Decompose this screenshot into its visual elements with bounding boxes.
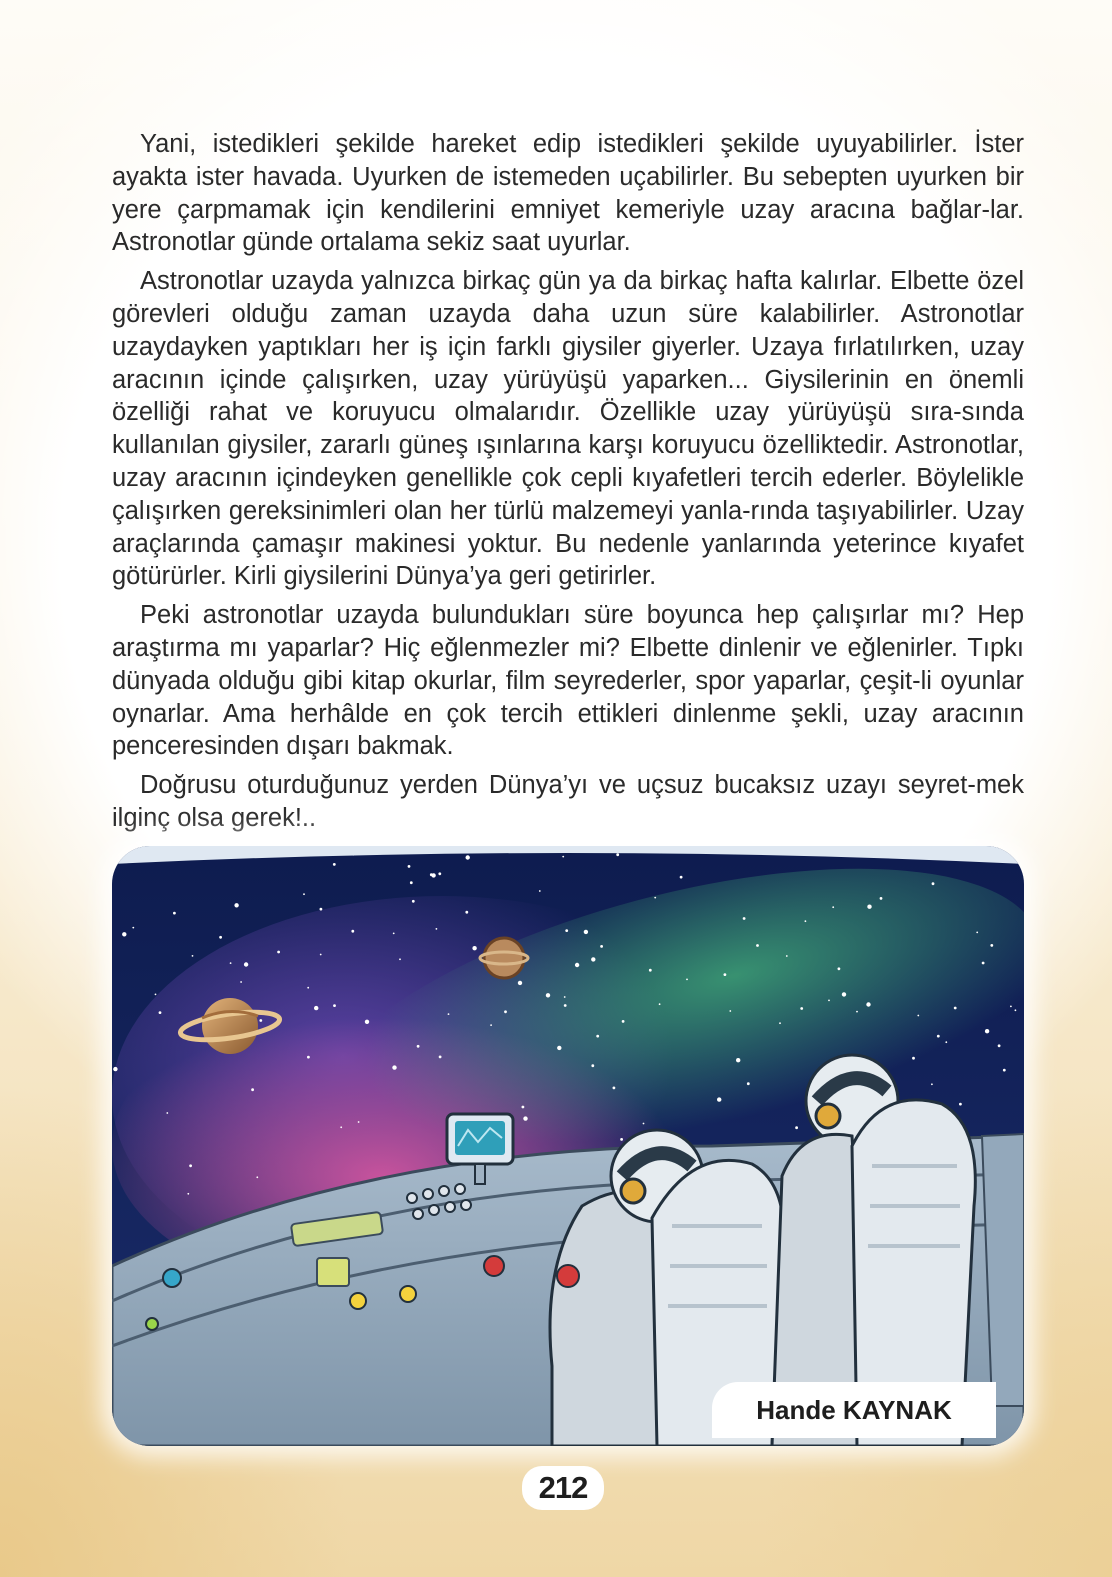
- star: [314, 1006, 318, 1010]
- star: [522, 1106, 525, 1109]
- star: [166, 1112, 168, 1114]
- star: [240, 981, 242, 983]
- star: [565, 929, 568, 932]
- star: [448, 1013, 450, 1015]
- star: [436, 928, 438, 930]
- star: [365, 1020, 369, 1024]
- star: [234, 903, 238, 907]
- star: [173, 912, 176, 915]
- star: [303, 893, 305, 895]
- star: [307, 1056, 310, 1059]
- star: [562, 856, 564, 858]
- star: [122, 932, 126, 936]
- star: [620, 1138, 623, 1141]
- star: [1015, 1009, 1017, 1011]
- paragraph-3: Peki astronotlar uzayda bulundukları süre boyunca hep çalışırlar mı? Hep araştırma mı yaparlar? Hiç eğlenmezler mi? Elbette dinlenir ve eğlenirler. Tıpkı dünyada olduğu gibi kitap okurlar, film seyrederler, spor yaparlar, çeşit-li oyunlar oynarlar. Ama herhâlde en çok tercih ettikleri dinlenme şekli, uzay aracının penceresinden dışarı bakmak.: [112, 601, 1024, 761]
- star: [259, 1019, 262, 1022]
- star: [649, 969, 652, 972]
- star: [880, 897, 883, 900]
- page-number: 212: [522, 1466, 604, 1510]
- paragraph-1: Yani, istedikleri şekilde hareket edip istedikleri şekilde uyuyabilirler. İster ayakta ister havada. Uyurken de istemeden uçabilirler. Bu sebepten uyurken bir yere çarpmamak için kendilerini emniyet kemeriyle uzay aracına bağlar-lar. Astronotlar günde ortalama sekiz saat uyurlar.: [112, 130, 1024, 257]
- star: [680, 876, 683, 879]
- star: [729, 1010, 731, 1012]
- star: [392, 1065, 396, 1069]
- star: [596, 1035, 599, 1038]
- star: [230, 962, 232, 964]
- star: [539, 890, 541, 892]
- star: [842, 992, 846, 996]
- star: [743, 917, 746, 920]
- star: [277, 951, 280, 954]
- star: [976, 932, 978, 934]
- star: [613, 1087, 616, 1090]
- star: [985, 1029, 989, 1033]
- paragraph-4: Doğrusu oturduğunuz yerden Dünya’yı ve uçsuz bucaksız uzayı seyret-mek ilginç olsa gerek!..: [112, 771, 1024, 832]
- star: [736, 1058, 740, 1062]
- illustration-svg: [112, 846, 1024, 1446]
- star: [998, 1044, 1001, 1047]
- star: [393, 933, 395, 935]
- star: [189, 1164, 192, 1167]
- star: [954, 1007, 957, 1010]
- star: [472, 946, 476, 950]
- star: [1003, 1069, 1006, 1072]
- star: [747, 1082, 750, 1085]
- story-text: [112, 128, 1024, 841]
- star: [800, 1007, 803, 1010]
- star: [251, 1088, 254, 1091]
- star: [959, 1103, 962, 1106]
- star: [575, 963, 579, 967]
- star: [832, 906, 834, 908]
- star: [307, 987, 309, 989]
- star: [431, 873, 435, 877]
- spaceship-window-illustration: [112, 846, 1024, 1446]
- star: [351, 930, 354, 933]
- star: [867, 905, 871, 909]
- star: [591, 957, 595, 961]
- star: [159, 1011, 162, 1014]
- star: [490, 1024, 492, 1026]
- star: [724, 973, 727, 976]
- star: [856, 1011, 858, 1013]
- star: [465, 911, 468, 914]
- star: [786, 955, 788, 957]
- star: [912, 1057, 915, 1060]
- star: [717, 1097, 721, 1101]
- star: [917, 1015, 919, 1017]
- star: [504, 1010, 507, 1013]
- star: [564, 996, 566, 998]
- star: [438, 872, 441, 875]
- star: [256, 1176, 258, 1178]
- star: [358, 1121, 360, 1123]
- star: [866, 1002, 870, 1006]
- paragraph-2: Astronotlar uzayda yalnızca birkaç gün ya da birkaç hafta kalırlar. Elbette özel görevleri olduğu zaman uzayda daha uzun süre kalabilirler. Astronotlar uzaydayken yaptıkları her iş için farklı giysiler giyerler. Uzaya fırlatılırken, uzay aracının içinde çalışırken, uzay yürüyüşü yaparken... Giysilerinin en önemli özelliği rahat ve koruyucu olmalarıdır. Özellikle uzay yürüyüşü sıra-sında kullanılan giysiler, zararlı güneş ışınlarına karşı koruyucu özelliktedir. Astronotlar, uzay aracının içindeyken genellikle çok cepli kıyafetleri tercih ederler. Böylelikle çalışırken gereksinimleri olan her türlü malzemeyi yanla-rında taşıyabilirler. Uzay araçlarında çamaşır makinesi yoktur. Bu nedenle yanlarında yeterince kıyafet götürürler. Kirli giysilerini Dünya’ya geri getirirler.: [112, 267, 1024, 591]
- star: [155, 994, 157, 996]
- star: [518, 981, 522, 985]
- star: [399, 958, 401, 960]
- star: [417, 1045, 420, 1048]
- star: [333, 1004, 336, 1007]
- star: [412, 900, 415, 903]
- star: [244, 962, 248, 966]
- star: [333, 863, 336, 866]
- star: [1010, 1006, 1012, 1008]
- star: [990, 944, 993, 947]
- star: [795, 1126, 798, 1129]
- star: [945, 1041, 947, 1043]
- star: [600, 945, 603, 948]
- star: [557, 1046, 561, 1050]
- star: [408, 865, 411, 868]
- star: [932, 882, 935, 885]
- star: [192, 955, 194, 957]
- star: [756, 944, 759, 947]
- star: [779, 1022, 781, 1024]
- star: [622, 1020, 625, 1023]
- star: [937, 1035, 940, 1038]
- star: [187, 1193, 189, 1195]
- star: [659, 1003, 661, 1005]
- star: [982, 962, 985, 965]
- author-label: Hande KAYNAK: [712, 1382, 996, 1438]
- star: [584, 930, 588, 934]
- star: [320, 954, 322, 956]
- star: [931, 1083, 933, 1085]
- star: [132, 927, 134, 929]
- star: [643, 1123, 645, 1125]
- star: [564, 1004, 567, 1007]
- star: [113, 1067, 117, 1071]
- star: [523, 1116, 527, 1120]
- star: [546, 993, 550, 997]
- star: [410, 881, 413, 884]
- star: [340, 1126, 342, 1128]
- star: [828, 1000, 830, 1002]
- star: [591, 1064, 594, 1067]
- star: [219, 936, 222, 939]
- star: [805, 920, 807, 922]
- star: [654, 897, 656, 899]
- star: [466, 855, 470, 859]
- star: [686, 979, 688, 981]
- star: [320, 908, 323, 911]
- star: [439, 1056, 442, 1059]
- star: [838, 967, 841, 970]
- star: [616, 853, 619, 856]
